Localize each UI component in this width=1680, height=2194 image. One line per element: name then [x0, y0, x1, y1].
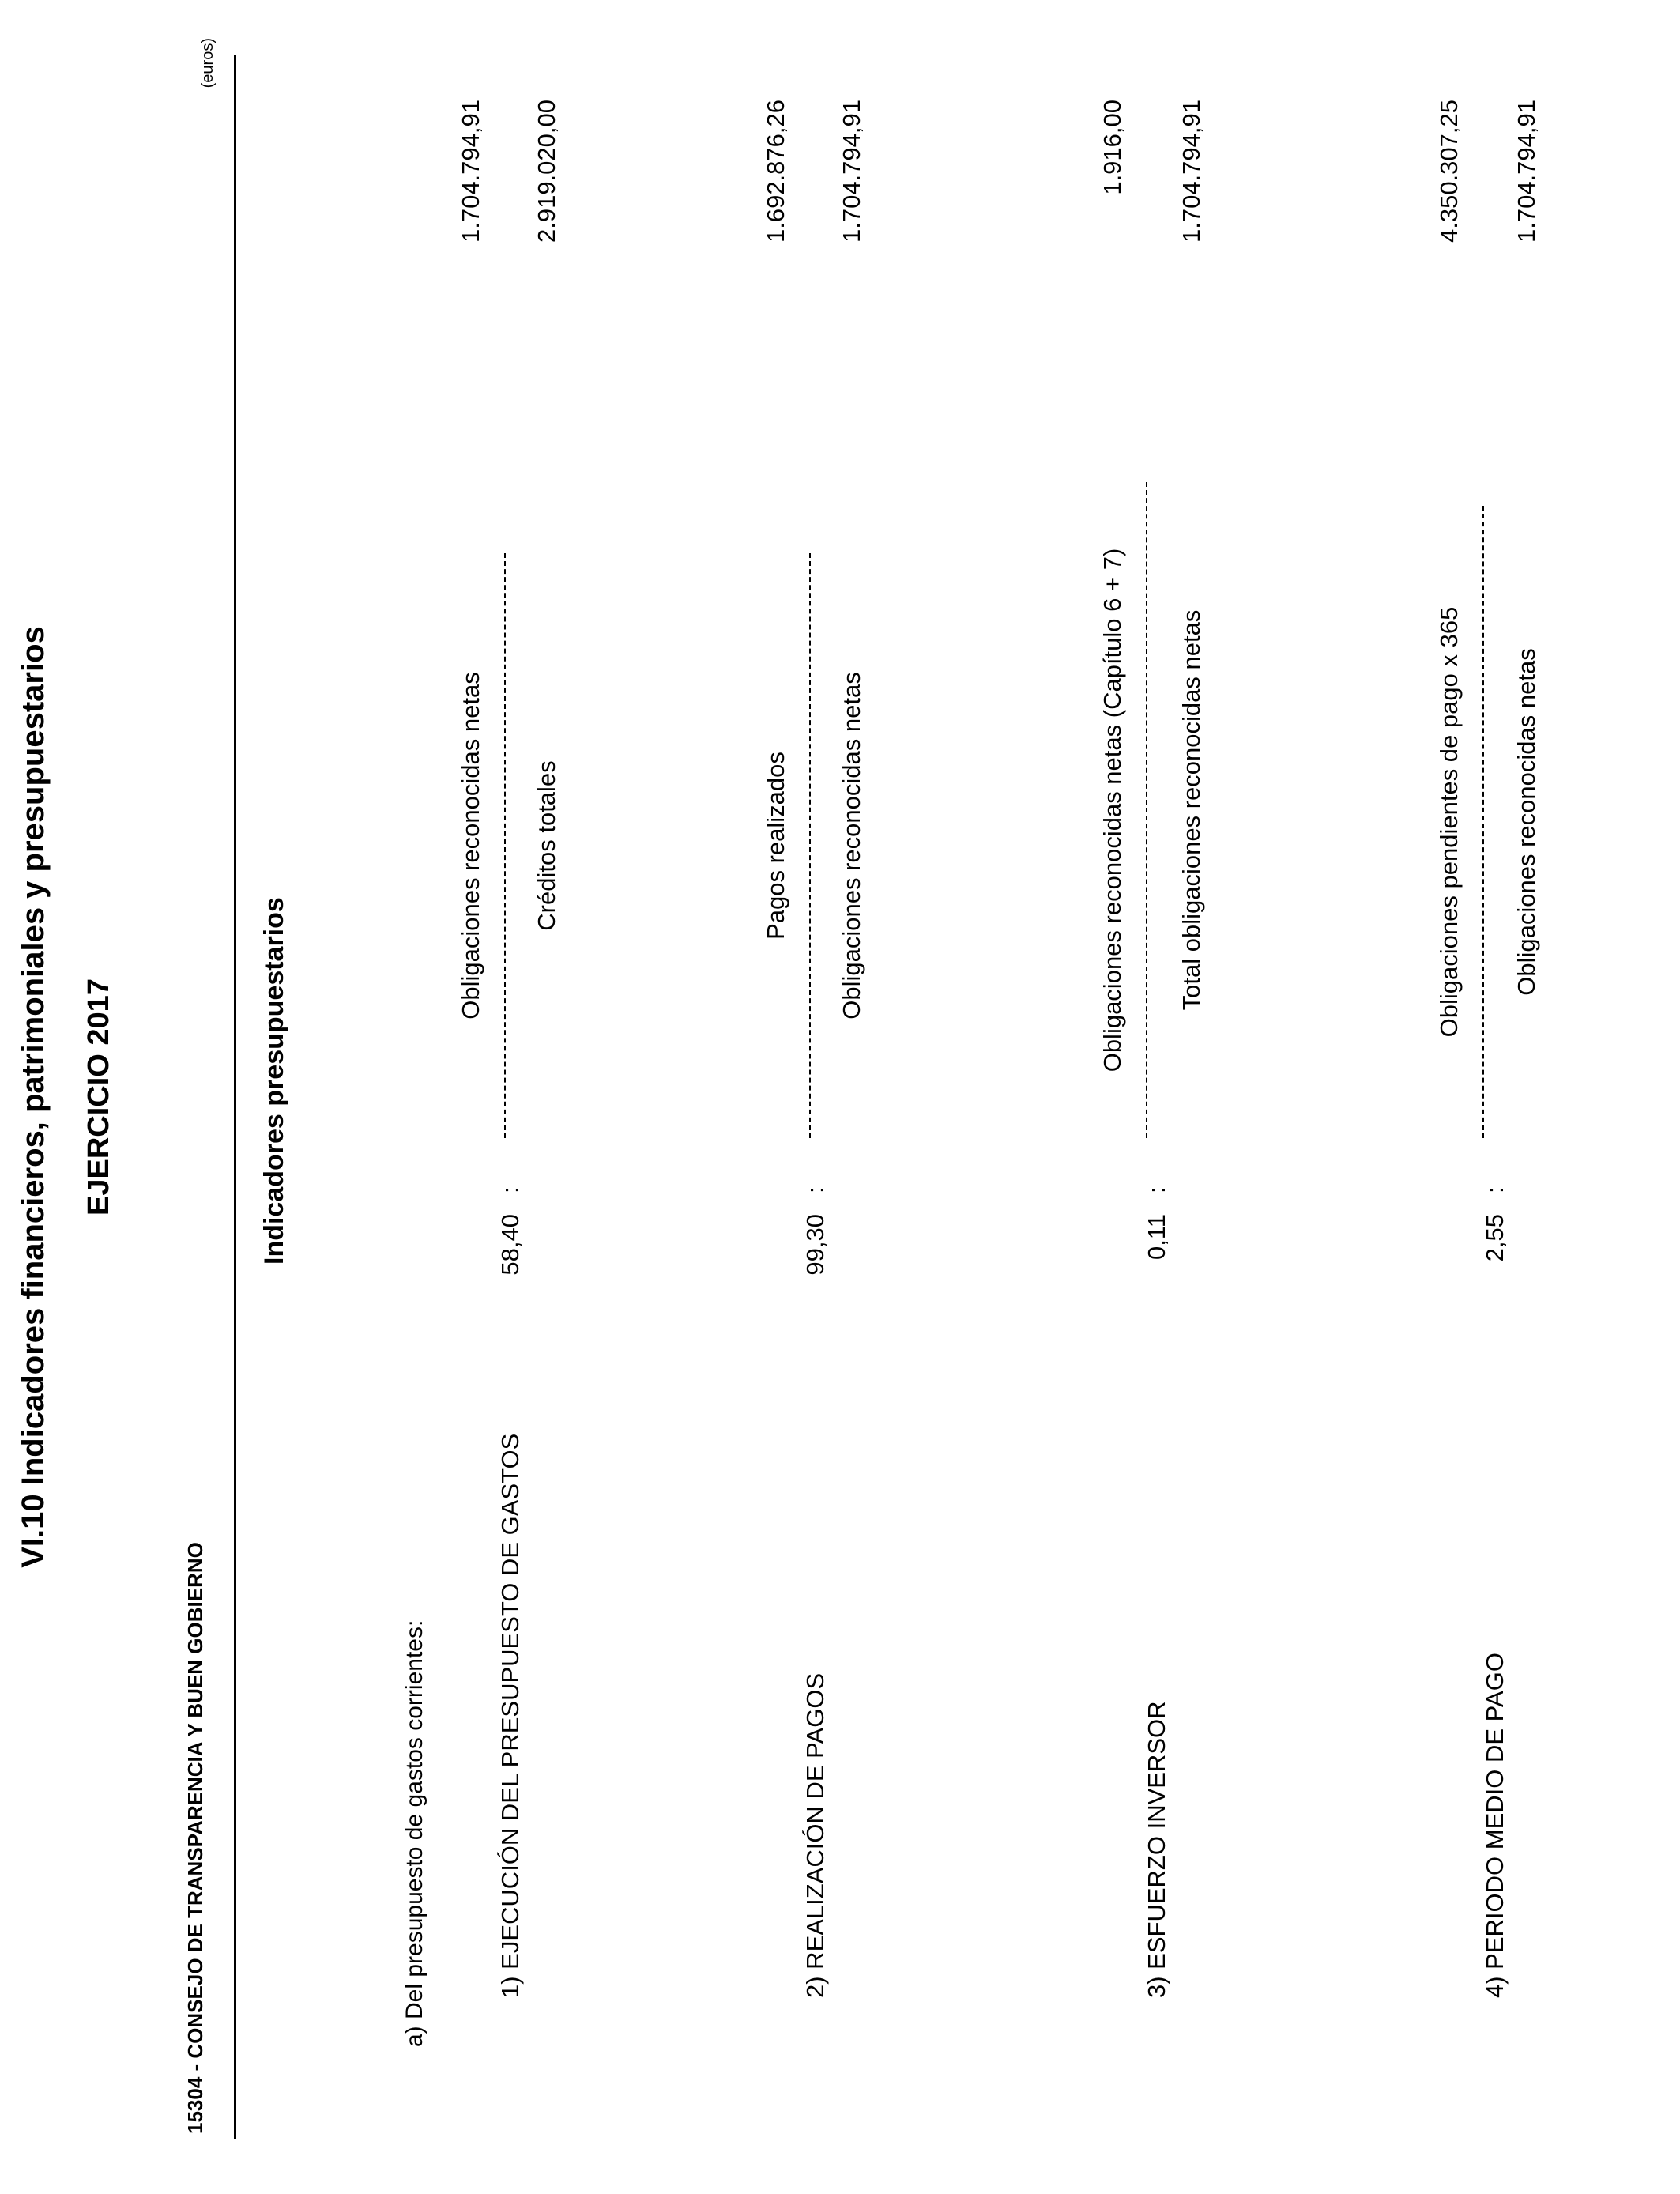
fraction-line [1482, 506, 1484, 1138]
indicator-label: 3) ESFUERZO INVERSOR [1143, 1701, 1170, 1998]
indicator-value: 99,30 [801, 1214, 829, 1276]
numerator-label: Obligaciones reconocidas netas (Capítulo 6 + 7) [1098, 548, 1126, 1072]
currency-note: (euros) [199, 38, 217, 89]
indicator-label: 1) EJECUCIÓN DEL PRESUPUESTO DE GASTOS [496, 1433, 524, 1998]
indicator-value: 0,11 [1143, 1214, 1170, 1261]
denominator-value: 1.704.794,91 [838, 100, 865, 243]
header-rule [234, 55, 236, 2139]
denominator-value: 1.704.794,91 [1177, 100, 1205, 243]
indicator-label: 4) PERIODO MEDIO DE PAGO [1481, 1653, 1509, 1998]
numerator-value: 1.704.794,91 [457, 100, 484, 243]
indicator-label: 2) REALIZACIÓN DE PAGOS [801, 1672, 829, 1998]
indicator-value: 2,55 [1481, 1214, 1509, 1262]
fraction-line [1146, 482, 1147, 1138]
fraction-line [504, 553, 506, 1138]
denominator-value: 1.704.794,91 [1512, 100, 1540, 243]
organization-name: 15304 - CONSEJO DE TRANSPARENCIA Y BUEN GOBIERNO [183, 1542, 207, 2134]
indicator-colon: : [1143, 1186, 1170, 1193]
indicator-colon: : [1481, 1186, 1509, 1193]
indicator-value: 58,40 [496, 1214, 524, 1276]
denominator-label: Créditos totales [533, 760, 560, 931]
numerator-value: 1.916,00 [1098, 100, 1126, 195]
numerator-value: 4.350.307,25 [1435, 100, 1463, 243]
numerator-label: Obligaciones pendientes de pago x 365 [1435, 606, 1463, 1038]
denominator-value: 2.919.020,00 [533, 100, 560, 243]
numerator-label: Obligaciones reconocidas netas [457, 672, 484, 1020]
fraction-line [809, 553, 811, 1138]
denominator-label: Obligaciones reconocidas netas [838, 672, 865, 1020]
numerator-label: Pagos realizados [762, 752, 789, 940]
denominator-label: Total obligaciones reconocidas netas [1177, 609, 1205, 1011]
indicator-colon: : [801, 1186, 829, 1193]
numerator-value: 1.692.876,26 [762, 100, 789, 243]
indicator-colon: : [496, 1186, 524, 1193]
page-title: VI.10 Indicadores financieros, patrimoniales y presupuestarios [16, 626, 51, 1568]
page-subtitle: EJERCICIO 2017 [82, 978, 115, 1216]
denominator-label: Obligaciones reconocidas netas [1512, 648, 1540, 996]
section-title: Indicadores presupuestarios [259, 897, 289, 1265]
group-label: a) Del presupuesto de gastos corrientes: [401, 1619, 428, 2047]
